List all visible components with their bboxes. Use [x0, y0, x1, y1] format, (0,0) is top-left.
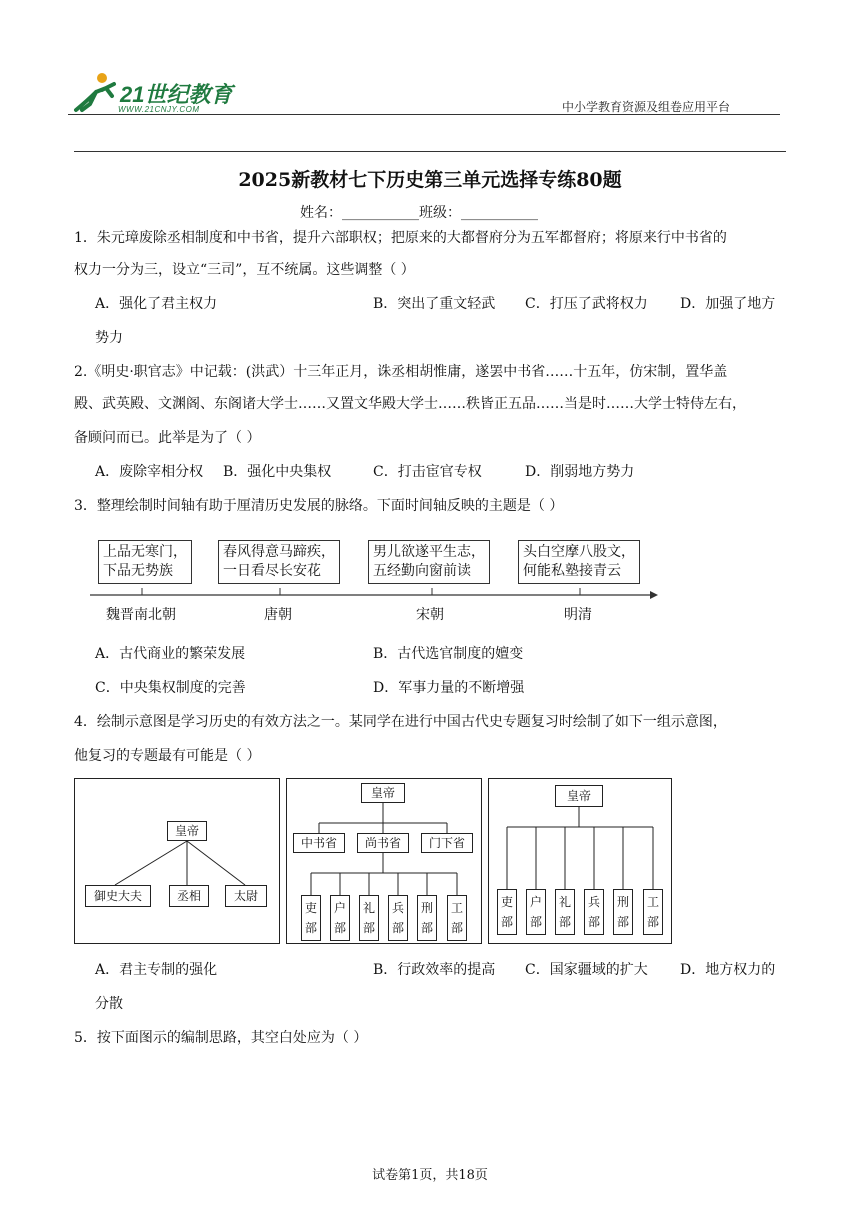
q5-line-1: 5．按下面图示的编制思路，其空白处应为（ ）	[74, 1030, 368, 1046]
q4-line-1: 4．绘制示意图是学习历史的有效方法之一。某同学在进行中国古代史专题复习时绘制了如下一组示意图，	[74, 714, 727, 730]
timeline-label-1: 魏晋南北朝	[106, 607, 176, 623]
q4-option-c: C．国家疆域的扩大	[525, 962, 648, 978]
diagram-panel-qin	[74, 778, 280, 944]
q2-option-d: D．削弱地方势力	[525, 464, 635, 480]
sui-ministry-3: 礼部	[359, 895, 379, 941]
qin-minister-2: 丞相	[169, 885, 209, 907]
timeline-box-4: 头白空摩八股文， 何能私塾接青云	[518, 540, 640, 584]
q2-line-3: 备顾问而已。此举是为了（ ）	[74, 430, 261, 446]
q2-option-c: C．打击宦官专权	[373, 464, 482, 480]
q3-option-c: C．中央集权制度的完善	[95, 680, 246, 696]
timeline-label-2: 唐朝	[264, 607, 292, 623]
ming-ministry-1: 吏部	[497, 889, 517, 935]
q1-option-b: B．突出了重文轻武	[373, 296, 496, 312]
header-rule	[68, 114, 780, 115]
qin-minister-3: 太尉	[225, 885, 267, 907]
ming-ministry-5: 刑部	[613, 889, 633, 935]
timeline-box-2: 春风得意马蹄疾， 一日看尽长安花	[218, 540, 340, 584]
ming-emperor: 皇帝	[555, 785, 603, 807]
q2-line-2: 殿、武英殿、文渊阁、东阁诸大学士……又置文华殿大学士……秩皆正五品……当是时……大学士特侍左右，	[74, 396, 746, 412]
runner-logo-icon	[68, 70, 120, 116]
q3-option-b: B．古代选官制度的嬗变	[373, 646, 524, 662]
q4-option-d: D．地方权力的	[680, 962, 776, 978]
q3-line-1: 3．整理绘制时间轴有助于厘清历史发展的脉络。下面时间轴反映的主题是（ ）	[74, 498, 564, 514]
sui-ministry-6: 工部	[447, 895, 467, 941]
timeline	[90, 536, 660, 628]
q2-option-b: B．强化中央集权	[223, 464, 332, 480]
logo	[68, 70, 238, 116]
q4-option-b: B．行政效率的提高	[373, 962, 496, 978]
q1-option-d: D．加强了地方	[680, 296, 776, 312]
timeline-box-3: 男儿欲遂平生志， 五经勤向窗前读	[368, 540, 490, 584]
page-footer: 试卷第1页，共18页	[372, 1168, 488, 1183]
q4-option-a: A．君主专制的强化	[95, 962, 218, 978]
qin-emperor: 皇帝	[167, 821, 207, 841]
q1-option-c: C．打压了武将权力	[525, 296, 648, 312]
timeline-axis	[90, 586, 660, 606]
sui-dept-3: 门下省	[421, 833, 473, 853]
q1-option-a: A．强化了君主权力	[95, 296, 218, 312]
q1-option-d-tail: 势力	[95, 330, 123, 346]
platform-name: 中小学教育资源及组卷应用平台	[562, 100, 731, 114]
timeline-label-4: 明清	[564, 607, 592, 623]
sui-ministry-2: 户部	[330, 895, 350, 941]
ming-ministry-3: 礼部	[555, 889, 575, 935]
q2-line-1: 2.《明史·职官志》中记载：(洪武）十三年正月，诛丞相胡惟庸，遂罢中书省……十五年，仿宋制，置华盖	[74, 364, 728, 380]
diagram-panel-sui-tang	[286, 778, 482, 944]
q2-option-a: A．废除宰相分权	[95, 464, 204, 480]
qin-connectors	[75, 779, 281, 945]
logo-url: WWW.21CNJY.COM	[118, 105, 200, 114]
timeline-box-1: 上品无寒门， 下品无势族	[98, 540, 192, 584]
q4-option-d-tail: 分散	[95, 996, 123, 1012]
sui-dept-2: 尚书省	[357, 833, 409, 853]
timeline-label-3: 宋朝	[416, 607, 444, 623]
ming-ministry-2: 户部	[526, 889, 546, 935]
sui-dept-1: 中书省	[293, 833, 345, 853]
q4-line-2: 他复习的专题最有可能是（ ）	[74, 748, 261, 764]
q1-line-2: 权力一分为三，设立“三司”，互不统属。这些调整（ ）	[74, 262, 415, 278]
ming-ministry-6: 工部	[643, 889, 663, 935]
qin-minister-1: 御史大夫	[85, 885, 151, 907]
sui-emperor: 皇帝	[361, 783, 405, 803]
sui-ministry-1: 吏部	[301, 895, 321, 941]
diagram-panel-ming	[488, 778, 672, 944]
q3-option-a: A．古代商业的繁荣发展	[95, 646, 246, 662]
sui-ministry-4: 兵部	[388, 895, 408, 941]
ming-ministry-4: 兵部	[584, 889, 604, 935]
name-class-field: 姓名：___________班级：___________	[300, 205, 538, 221]
sui-ministry-5: 刑部	[417, 895, 437, 941]
q1-line-1: 1．朱元璋废除丞相制度和中书省，提升六部职权；把原来的大都督府分为五军都督府；将原来行中书省的	[74, 230, 727, 246]
page-title: 2025新教材七下历史第三单元选择专练80题	[238, 169, 622, 191]
logo-text: 21世纪教育	[120, 82, 233, 107]
q3-option-d: D．军事力量的不断增强	[373, 680, 525, 696]
header-rule-2	[74, 151, 786, 152]
